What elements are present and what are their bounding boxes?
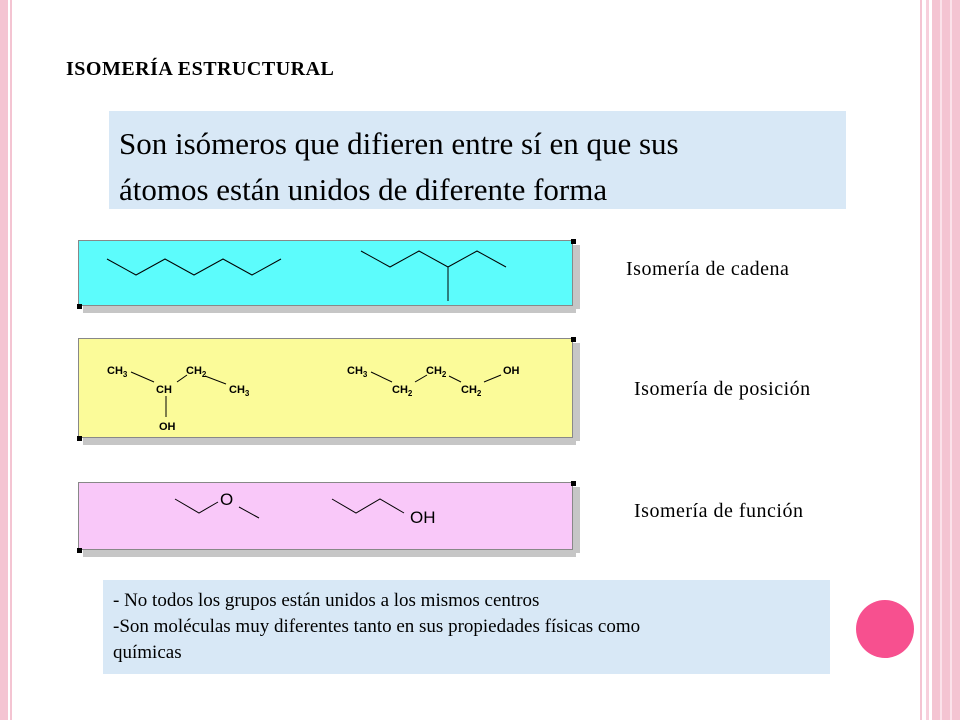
right-frame-stripe <box>932 0 960 720</box>
label-position-isomerism: Isomería de posición <box>634 378 811 400</box>
definition-line-1: Son isómeros que difieren entre sí en que sus <box>119 126 679 161</box>
atom-ch: CH <box>156 384 172 396</box>
chain-isomer-structures <box>79 241 574 307</box>
right-frame-stripe <box>950 0 952 720</box>
alcohol-skeleton <box>332 499 404 513</box>
decorative-circle <box>856 600 914 658</box>
atom-ch2: $CH_2$ <box>461 384 482 398</box>
alcohol-hydroxyl: OH <box>410 508 436 527</box>
panel-shadow <box>573 343 580 441</box>
panel-shadow <box>83 550 576 557</box>
bond <box>484 375 501 382</box>
atom-ch2: $CH_2$ <box>186 365 207 379</box>
bond <box>371 372 392 382</box>
linear-chain-skeleton <box>107 259 281 275</box>
panel-shadow <box>83 438 576 445</box>
definition-line-2: átomos están unidos de diferente forma <box>119 172 608 207</box>
ether-oxygen: O <box>220 490 234 509</box>
panel-shadow <box>573 487 580 553</box>
right-frame-stripe <box>926 0 929 720</box>
label-function-isomerism: Isomería de función <box>634 500 804 522</box>
ether-skeleton-left <box>175 499 218 513</box>
left-frame-border <box>0 0 8 720</box>
position-isomer-panel <box>78 338 573 438</box>
chain-isomer-panel <box>78 240 573 306</box>
atom-ch2: $CH_2$ <box>392 384 413 398</box>
left-frame-line <box>10 0 12 720</box>
atom-ch2: $CH_2$ <box>426 365 447 379</box>
position-isomer-structures <box>79 339 574 439</box>
function-isomer-structures <box>79 483 574 551</box>
panel-shadow <box>83 306 576 313</box>
atom-ch3: $CH_3$ <box>107 365 128 379</box>
bond <box>205 376 226 384</box>
atom-ch3: $CH_3$ <box>347 365 368 379</box>
label-chain-isomerism: Isomería de cadena <box>626 258 790 280</box>
notes-box <box>103 580 830 674</box>
right-frame-stripe <box>940 0 942 720</box>
atom-ch3: $CH_3$ <box>229 384 250 398</box>
atom-oh: OH <box>503 365 520 377</box>
branched-chain-skeleton <box>361 251 506 267</box>
slide-title: ISOMERÍA ESTRUCTURAL <box>66 58 335 80</box>
note-line-3: químicas <box>113 642 182 663</box>
right-frame-stripe <box>920 0 922 720</box>
function-isomer-panel <box>78 482 573 550</box>
note-line-1: - No todos los grupos están unidos a los mismos centros <box>113 590 540 611</box>
note-line-2: -Son moléculas muy diferentes tanto en sus propiedades físicas como <box>113 616 641 637</box>
definition-box <box>109 111 846 209</box>
panel-shadow <box>573 245 580 309</box>
atom-oh: OH <box>159 421 176 433</box>
ether-bond-right <box>239 507 259 518</box>
bond <box>131 372 154 382</box>
bond <box>449 376 461 382</box>
